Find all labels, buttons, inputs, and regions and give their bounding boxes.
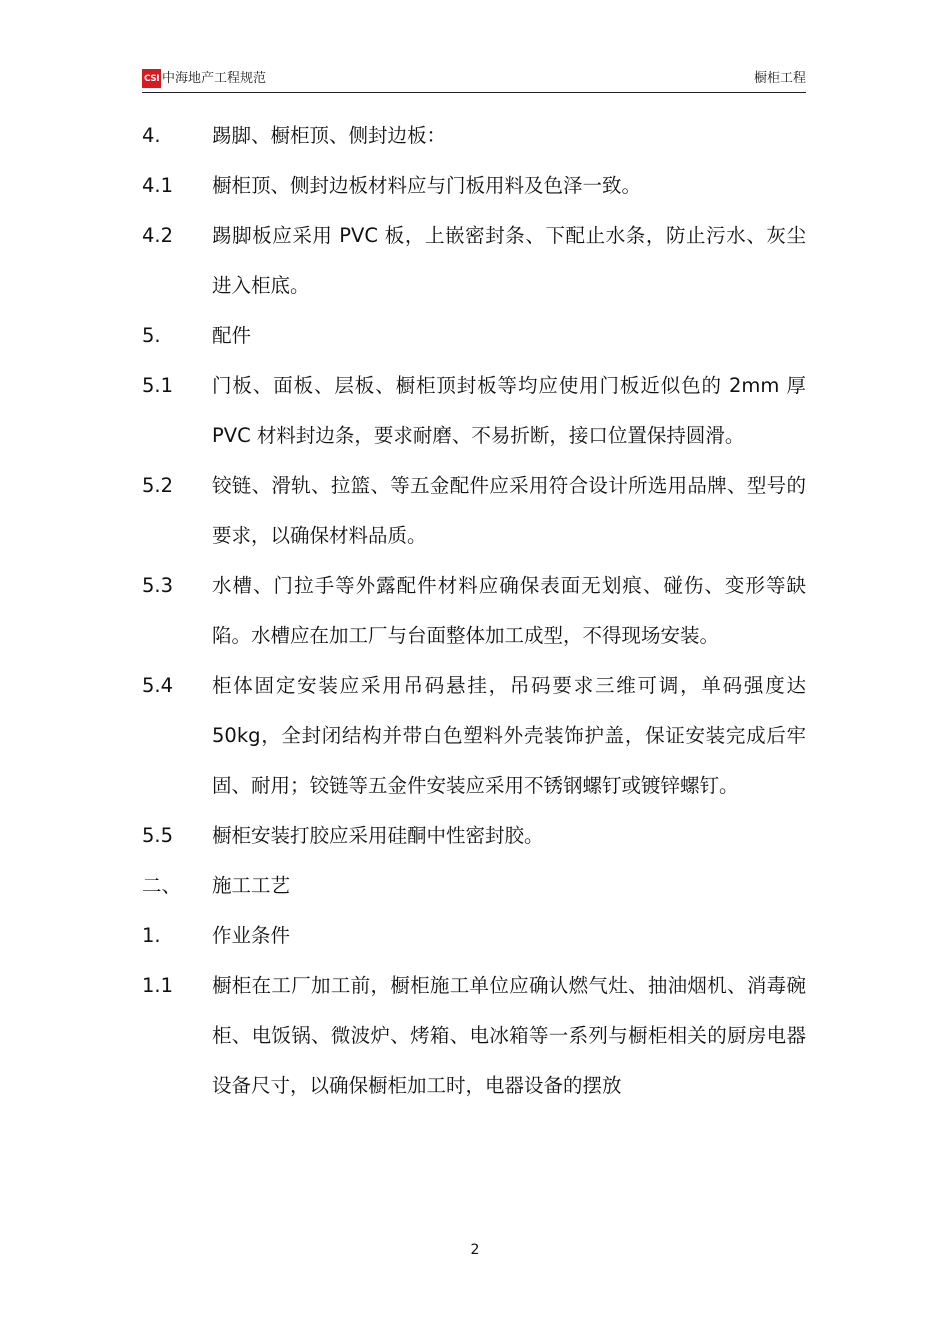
item-number: 5.2: [142, 474, 174, 497]
list-item: [142, 911, 806, 961]
list-item: [142, 861, 806, 911]
item-text: 橱柜顶、侧封边板材料应与门板用料及色泽一致。: [212, 174, 642, 197]
list-item: [142, 561, 806, 661]
company-spec-title: 中海地产工程规范: [162, 71, 267, 86]
list-item: [142, 211, 806, 311]
item-number: 4.2: [142, 224, 174, 247]
item-text: 铰链、滑轨、拉篮、等五金配件应采用符合设计所选用品牌、型号的要求，以确保材料品质。: [212, 474, 806, 547]
item-text: 门板、面板、层板、橱柜顶封板等均应使用门板近似色的 2mm 厚 PVC 材料封边条，要求耐磨、不易折断，接口位置保持圆滑。: [212, 374, 806, 447]
item-text: 施工工艺: [212, 874, 291, 897]
item-number: 4.1: [142, 174, 174, 197]
item-text: 踢脚、橱柜顶、侧封边板：: [212, 124, 447, 147]
item-number: 5.4: [142, 674, 174, 697]
list-item: [142, 311, 806, 361]
list-item: [142, 661, 806, 811]
list-item: [142, 161, 806, 211]
item-number: 1.: [142, 924, 161, 947]
item-number: 二、: [142, 874, 182, 897]
item-text: 柜体固定安装应采用吊码悬挂，吊码要求三维可调，单码强度达 50kg，全封闭结构并带白色塑料外壳装饰护盖，保证安装完成后牢固、耐用；铰链等五金件安装应采用不锈钢螺钉或镀锌螺钉。: [212, 674, 806, 797]
item-text: 踢脚板应采用 PVC 板，上嵌密封条、下配止水条，防止污水、灰尘进入柜底。: [212, 224, 806, 297]
document-body: [142, 111, 806, 1111]
item-text: 作业条件: [212, 924, 291, 947]
item-number: 1.1: [142, 974, 174, 997]
item-text: 水槽、门拉手等外露配件材料应确保表面无划痕、碰伤、变形等缺陷。水槽应在加工厂与台面整体加工成型，不得现场安装。: [212, 574, 806, 647]
item-number: 5.3: [142, 574, 174, 597]
item-text: 配件: [212, 324, 252, 347]
item-number: 5.5: [142, 824, 174, 847]
section-title: 橱柜工程: [753, 71, 806, 86]
list-item: [142, 961, 806, 1111]
page-number: 2: [470, 1242, 480, 1258]
item-text: 橱柜安装打胶应采用硅酮中性密封胶。: [212, 824, 544, 847]
item-number: 5.1: [142, 374, 174, 397]
list-item: [142, 811, 806, 861]
list-item: [142, 461, 806, 561]
page-header: [142, 64, 806, 93]
list-item: [142, 361, 806, 461]
list-item: [142, 111, 806, 161]
item-number: 5.: [142, 324, 161, 347]
item-text: 橱柜在工厂加工前，橱柜施工单位应确认燃气灶、抽油烟机、消毒碗柜、电饭锅、微波炉、烤箱、电冰箱等一系列与橱柜相关的厨房电器设备尺寸，以确保橱柜加工时，电器设备的摆放: [212, 974, 806, 1097]
company-logo: CSI: [142, 69, 161, 88]
item-number: 4.: [142, 124, 161, 147]
